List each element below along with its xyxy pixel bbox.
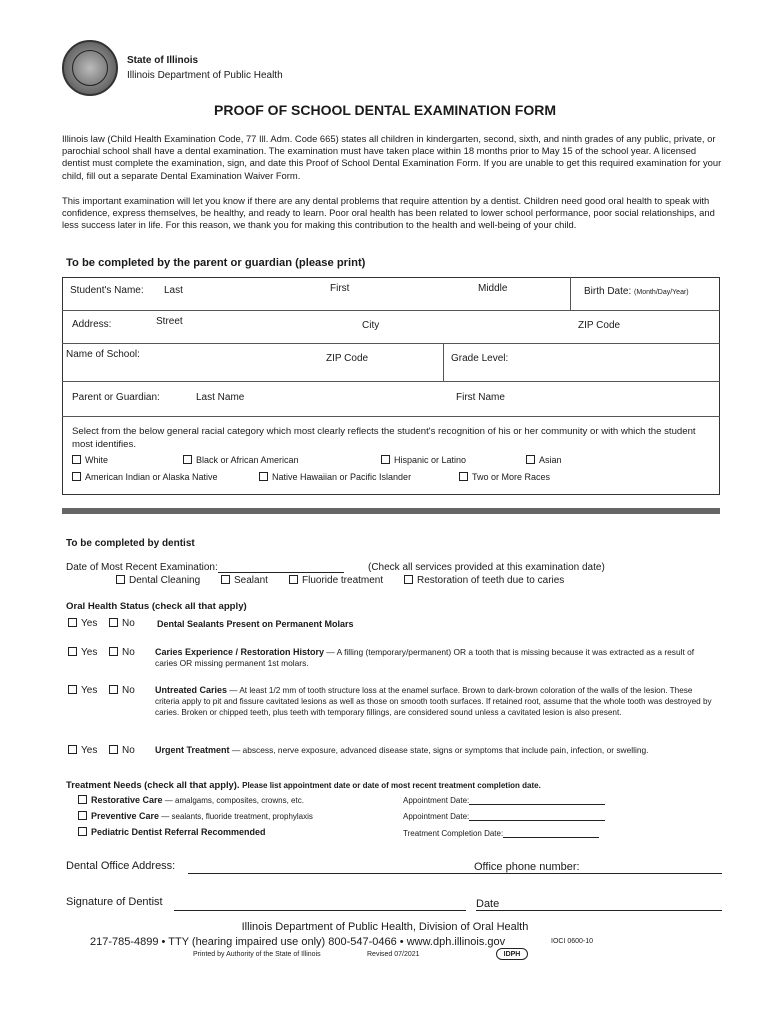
checkbox[interactable] (221, 575, 230, 584)
urgent-treatment-text: Urgent Treatment — abscess, nerve exposure, advanced disease state, signs or symptoms that include pain, infection, or swelling. (155, 745, 649, 755)
first-label: First (330, 283, 350, 294)
caries-experience-no[interactable]: No (109, 647, 135, 658)
sealants-no[interactable]: No (109, 618, 135, 629)
office-address-line[interactable] (188, 873, 722, 874)
students-name-label: Student's Name: (70, 285, 144, 296)
checkbox[interactable] (109, 647, 118, 656)
header-department: Illinois Department of Public Health (127, 70, 283, 81)
zip-code-label: ZIP Code (578, 320, 621, 331)
checkbox[interactable] (78, 827, 87, 836)
checkbox[interactable] (68, 685, 77, 694)
checkbox[interactable] (72, 455, 81, 464)
sealants-title: Dental Sealants Present on Permanent Molars (157, 619, 354, 629)
untreated-caries-text: Untreated Caries — At least 1/2 mm of tooth structure loss at the enamel surface. Brown to dark-brown coloration of the walls of the lesion. These criteria apply to pit and fissure cavitated lesions as well as those on smooth tooth surfaces. If retained root, assume that the whole tooth was destroyed by caries. Broken or chipped teeth, plus teeth with temporary fillings, are considered sound unless a cavitated lesion is also present. (155, 685, 712, 718)
urgent-treatment-yes[interactable]: Yes (68, 745, 97, 756)
form-code: IOCI 0600-10 (551, 938, 594, 945)
intro-paragraph-1: Illinois law (Child Health Examination Code, 77 Ill. Adm. Code 665) states all children in kindergarten, second, sixth, and ninth grades of any public, private, or parochial school shall have a dental examination. The examination must have taken place within 18 months prior to May 15 of the school year. A licensed dentist must complete the examination, sign, and date this Proof of School Dental Examination Form. If you are unable to get this required examination for your child, fill out a separate Dental Examination Waiver Form. (62, 133, 722, 181)
service-fluoride[interactable]: Fluoride treatment (289, 575, 383, 586)
city-label: City (362, 320, 380, 331)
parent-section-heading: To be completed by the parent or guardian (please print) (66, 257, 366, 269)
service-restoration[interactable]: Restoration of teeth due to caries (404, 575, 564, 586)
race-option-black[interactable]: Black or African American (183, 455, 299, 465)
signature-label: Signature of Dentist (66, 896, 163, 908)
footer-line-2: 217-785-4899 • TTY (hearing impaired use only) 800-547-0466 • www.dph.illinois.gov (90, 936, 506, 948)
checkbox[interactable] (526, 455, 535, 464)
school-name-label: Name of School: (66, 349, 140, 360)
last-label: Last (164, 285, 183, 296)
checkbox[interactable] (259, 472, 268, 481)
preventive-appointment-date: Appointment Date: (403, 812, 605, 821)
race-option-two-or-more[interactable]: Two or More Races (459, 472, 550, 482)
checkbox[interactable] (183, 455, 192, 464)
checkbox[interactable] (289, 575, 298, 584)
race-option-american-indian[interactable]: American Indian or Alaska Native (72, 472, 218, 482)
checkbox[interactable] (109, 745, 118, 754)
school-zip-label: ZIP Code (326, 353, 369, 364)
oral-health-heading: Oral Health Status (check all that apply) (66, 601, 247, 612)
service-sealant[interactable]: Sealant (221, 575, 268, 586)
race-option-asian[interactable]: Asian (526, 455, 562, 465)
checkbox[interactable] (459, 472, 468, 481)
untreated-caries-yes[interactable]: Yes (68, 685, 97, 696)
office-address-label: Dental Office Address: (66, 860, 176, 872)
checkbox[interactable] (68, 647, 77, 656)
address-label: Address: (72, 319, 112, 330)
header-state: State of Illinois (127, 55, 199, 66)
checkbox[interactable] (68, 745, 77, 754)
footer-line-1: Illinois Department of Public Health, Division of Oral Health (241, 921, 529, 933)
checkbox[interactable] (116, 575, 125, 584)
birth-date-label: Birth Date: (Month/Day/Year) (584, 286, 689, 297)
restorative-appointment-date: Appointment Date: (403, 796, 605, 805)
untreated-caries-no[interactable]: No (109, 685, 135, 696)
race-prompt: Select from the below general racial category which most clearly reflects the student's recognition of his or her community or with which the student most identifies. (72, 426, 696, 450)
dentist-section-heading: To be completed by dentist (66, 538, 195, 549)
sealants-yes[interactable]: Yes (68, 618, 97, 629)
checkbox[interactable] (404, 575, 413, 584)
check-services-note: (Check all services provided at this examination date) (368, 562, 605, 573)
page-title: PROOF OF SCHOOL DENTAL EXAMINATION FORM (214, 102, 556, 118)
printed-by: Printed by Authority of the State of Illinois (193, 951, 321, 958)
service-dental-cleaning[interactable]: Dental Cleaning (116, 575, 200, 586)
checkbox[interactable] (381, 455, 390, 464)
checkbox[interactable] (109, 685, 118, 694)
treatment-restorative[interactable]: Restorative Care — amalgams, composites, crowns, etc. (78, 795, 304, 805)
idph-logo: IDPH (496, 948, 528, 960)
date-line[interactable] (476, 910, 722, 911)
middle-label: Middle (478, 283, 508, 294)
race-option-white[interactable]: White (72, 455, 108, 465)
intro-paragraph-2: This important examination will let you know if there are any dental problems that require attention by a dentist. Children need good oral health to speak with confidence, express themselves, be healthy, and ready to learn. Poor oral health has been related to lower school performance, poor social relationships, and less success later in life. For this reason, we thank you for making this contribution to the health and well-being of your child. (62, 195, 715, 231)
checkbox[interactable] (78, 811, 87, 820)
treatment-referral[interactable]: Pediatric Dentist Referral Recommended (78, 827, 266, 837)
grade-level-label: Grade Level: (451, 353, 509, 364)
checkbox[interactable] (78, 795, 87, 804)
referral-completion-date: Treatment Completion Date: (403, 829, 599, 838)
caries-experience-text: Caries Experience / Restoration History — A filling (temporary/permanent) OR a tooth that is missing because it was extracted as a result of caries OR missing permanent 1st molars. (155, 647, 695, 668)
checkbox[interactable] (68, 618, 77, 627)
treatment-preventive[interactable]: Preventive Care — sealants, fluoride treatment, prophylaxis (78, 811, 313, 821)
checkbox[interactable] (109, 618, 118, 627)
parent-last-name-label: Last Name (196, 392, 245, 403)
street-label: Street (156, 316, 183, 327)
office-phone-label: Office phone number: (474, 861, 580, 873)
race-option-hispanic[interactable]: Hispanic or Latino (381, 455, 466, 465)
urgent-treatment-no[interactable]: No (109, 745, 135, 756)
date-label: Date (476, 898, 500, 910)
parent-first-name-label: First Name (456, 392, 505, 403)
date-recent-exam-label: Date of Most Recent Examination: (66, 562, 344, 573)
section-divider (62, 508, 720, 514)
state-seal (62, 40, 118, 96)
caries-experience-yes[interactable]: Yes (68, 647, 97, 658)
revised-date: Revised 07/2021 (367, 951, 420, 958)
signature-line[interactable] (174, 910, 466, 911)
treatment-needs-heading: Treatment Needs (check all that apply). Please list appointment date or date of most recent treatment completion date. (66, 779, 541, 790)
race-option-native-hawaiian[interactable]: Native Hawaiian or Pacific Islander (259, 472, 411, 482)
parent-guardian-label: Parent or Guardian: (72, 392, 160, 403)
checkbox[interactable] (72, 472, 81, 481)
